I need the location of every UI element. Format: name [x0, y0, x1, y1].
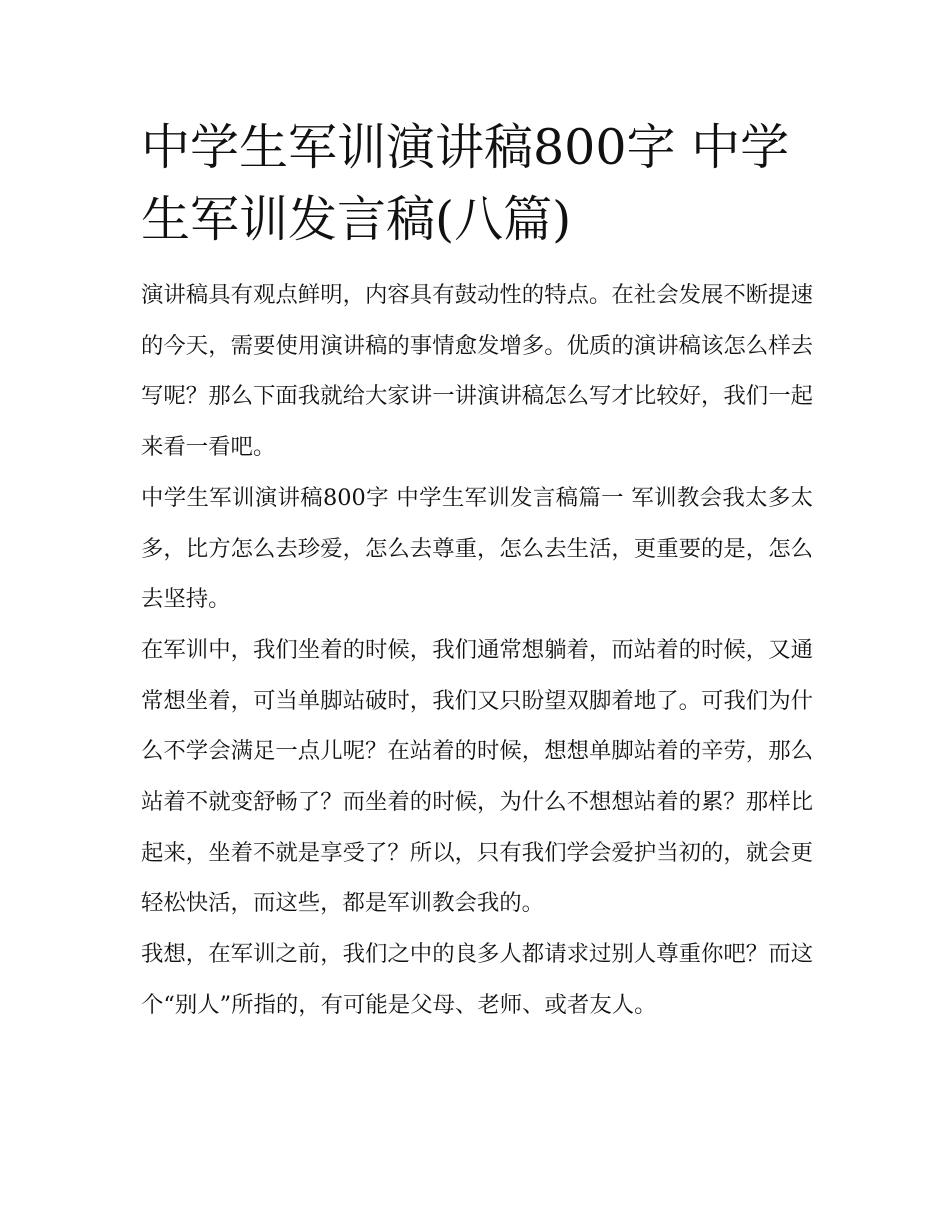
- paragraph-speech-one: 中学生军训演讲稿800字 中学生军训发言稿篇一 军训教会我太多太多，比方怎么去珍爱，怎么去尊重，怎么去生活，更重要的是，怎么去坚持。: [141, 484, 813, 613]
- paragraph-respect: 我想，在军训之前，我们之中的良多人都请求过别人尊重你吧？而这个“别人”所指的，有可能是父母、老师、或者友人。: [141, 941, 813, 1018]
- paragraph-sitting-standing: 在军训中，我们坐着的时候，我们通常想躺着，而站着的时候，又通常想坐着，可当单脚站破时，我们又只盼望双脚着地了。可我们为什么不学会满足一点儿呢？在站着的时候，想想单脚站着的辛劳，那么站着不就变舒畅了？而坐着的时候，为什么不想想站着的累？那样比起来，坐着不就是享受了？所以，只有我们学会爱护当初的，就会更轻松快活，而这些，都是军训教会我的。: [141, 636, 813, 917]
- document-body: [141, 112, 813, 1031]
- paragraph-intro: 演讲稿具有观点鲜明，内容具有鼓动性的特点。在社会发展不断提速的今天，需要使用演讲稿的事情愈发增多。优质的演讲稿该怎么样去写呢？那么下面我就给大家讲一讲演讲稿怎么写才比较好，我们一起来看一看吧。: [141, 282, 813, 461]
- document-title: 中学生军训演讲稿800字 中学生军训发言稿(八篇): [141, 119, 790, 248]
